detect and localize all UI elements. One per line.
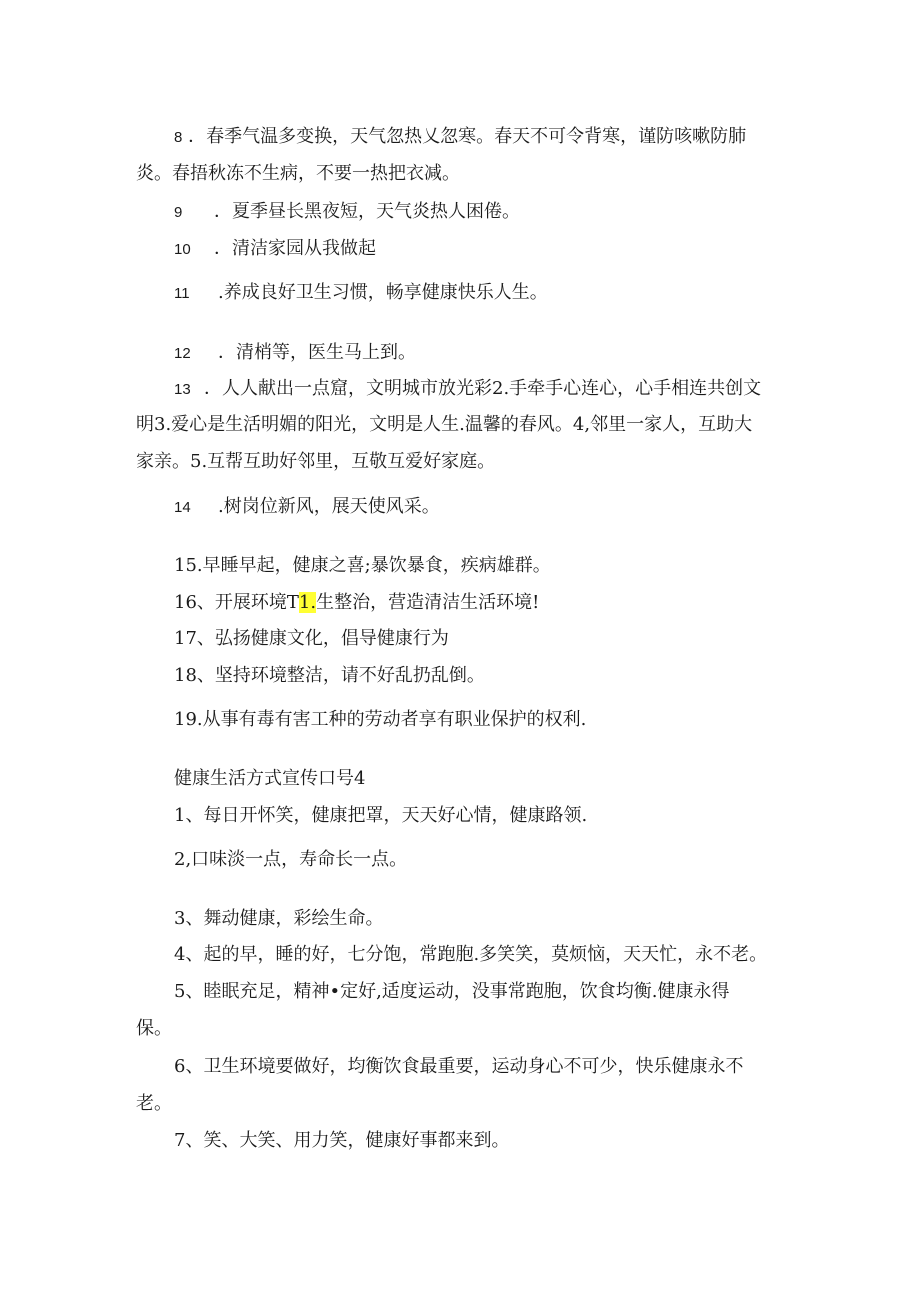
item-8-line-2: 炎。春捂秋冻不生病，不要一热把衣减。 xyxy=(136,163,460,184)
item-15: 15.早睡早起，健康之喜;暴饮暴食，疾病雄群。 xyxy=(174,555,551,576)
item-number: 14 xyxy=(174,499,191,516)
item-text: .养成良好卫生习惯，畅享健康快乐人生。 xyxy=(218,282,548,303)
item-12 xyxy=(174,334,800,372)
item-text: ．春季气温多变换，天气忽热乂忽寒。春天不可令背寒，谨防咳嗽防肺 xyxy=(188,126,747,147)
item-number: 11 xyxy=(174,285,190,302)
item-text: ．夏季昼长黑夜短，天气炎热人困倦。 xyxy=(214,201,520,222)
item-9 xyxy=(174,193,800,231)
item-text-post: 生整治，营造清洁生活环境! xyxy=(316,592,540,613)
slogan-2: 2,口味淡一点，寿命长一点。 xyxy=(174,849,408,870)
slogan-7: 7、笑、大笑、用力笑，健康好事都来到。 xyxy=(174,1130,510,1151)
item-8-line-1 xyxy=(174,118,800,156)
item-11 xyxy=(174,274,800,312)
item-18: 18、坚持环境整洁，请不好乱扔乱倒。 xyxy=(174,665,485,686)
item-number: 13 xyxy=(174,381,191,398)
item-13-line-1 xyxy=(174,370,800,408)
slogan-5-line-1: 5、睦眠充足，精神•定好,适度运动，没事常跑胞，饮食均衡.健康永得 xyxy=(174,981,730,1002)
item-text: ．清洁家园从我做起 xyxy=(214,238,376,259)
slogan-6-line-2: 老。 xyxy=(136,1093,172,1114)
item-13-line-3: 家亲。5.互帮互助好邻里，互敬互爱好家庭。 xyxy=(136,451,496,472)
item-text: ．清梢等，医生马上到。 xyxy=(218,342,416,363)
item-number: 9 xyxy=(174,204,183,221)
highlighted-text: 1. xyxy=(298,592,317,613)
item-14 xyxy=(174,488,800,526)
item-10 xyxy=(174,230,800,268)
slogan-1: 1、每日开怀笑，健康把罩，天天好心情，健康路领. xyxy=(174,805,588,826)
item-17: 17、弘扬健康文化，倡导健康行为 xyxy=(174,628,449,649)
item-number: 8 xyxy=(174,129,183,146)
slogan-5-line-2: 保。 xyxy=(136,1018,172,1039)
item-text-pre: 16、开展环境T xyxy=(174,592,299,613)
item-text: .树岗位新风，展天使风采。 xyxy=(218,496,440,517)
item-text: ．人人献出一点窟，文明城市放光彩2.手牵手心连心，心手相连共创文 xyxy=(204,378,762,399)
item-13-line-2: 明3.爱心是生活明媚的阳光，文明是人生.温馨的春风。4,邻里一家人，互助大 xyxy=(136,414,753,435)
slogan-3: 3、舞动健康，彩绘生命。 xyxy=(174,908,384,929)
section-heading: 健康生活方式宣传口号4 xyxy=(174,768,366,789)
item-number: 12 xyxy=(174,345,191,362)
slogan-6-line-1: 6、卫生环境要做好，均衡饮食最重要，运动身心不可少，快乐健康永不 xyxy=(174,1056,744,1077)
slogan-4: 4、起的早，睡的好，七分饱，常跑胞.多笑笑，莫烦恼，天天忙，永不老。 xyxy=(174,944,768,965)
item-19: 19.从事有毒有害工种的劳动者享有职业保护的权利. xyxy=(174,709,587,730)
item-number: 10 xyxy=(174,241,191,258)
item-16 xyxy=(174,584,800,621)
